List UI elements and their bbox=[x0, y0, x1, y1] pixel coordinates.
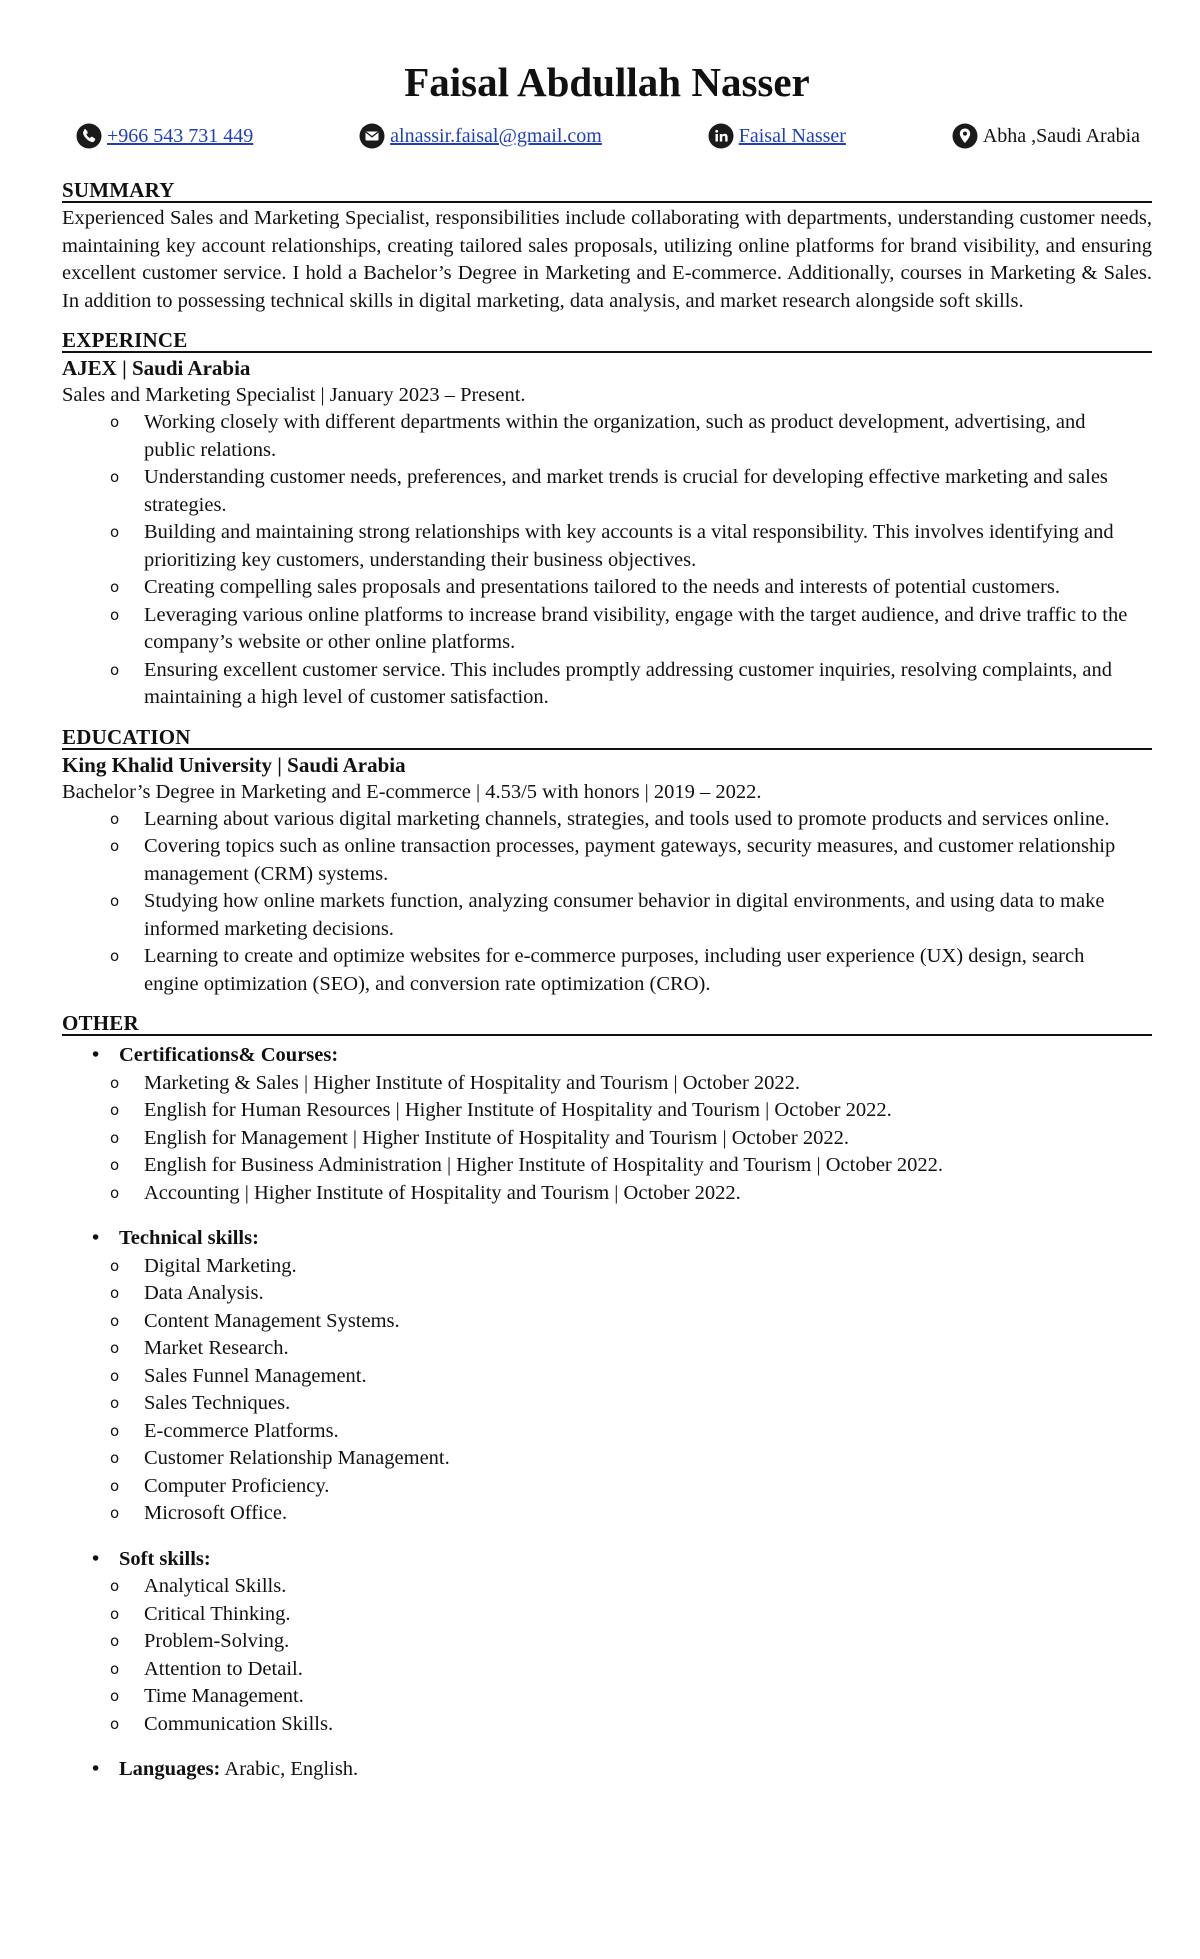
list-item: o Critical Thinking. bbox=[110, 1602, 291, 1625]
list-item: o Data Analysis. bbox=[110, 1282, 264, 1305]
list-item: o Analytical Skills. bbox=[110, 1575, 287, 1598]
phone-icon bbox=[76, 123, 102, 149]
list-item: o Marketing & Sales | Higher Institute of Hospitality and Tourism | October 2022. bbox=[110, 1071, 801, 1094]
linkedin-link[interactable]: Faisal Nasser bbox=[738, 124, 846, 147]
contact-phone bbox=[76, 123, 253, 149]
section-experience-header: EXPERINCE bbox=[62, 329, 1152, 353]
section-summary-header: SUMMARY bbox=[62, 179, 1152, 203]
certifications-group bbox=[62, 1042, 1152, 1207]
contact-bar bbox=[62, 123, 1152, 149]
soft-skills-title: • Soft skills: bbox=[92, 1547, 211, 1570]
list-item: o English for Human Resources | Higher Institute of Hospitality and Tourism | October 2022. bbox=[110, 1099, 892, 1122]
candidate-name: Faisal Abdullah Nasser bbox=[404, 59, 810, 105]
list-item: o Customer Relationship Management. bbox=[110, 1447, 450, 1470]
certifications-list bbox=[62, 1070, 1152, 1208]
languages-group bbox=[62, 1756, 1152, 1784]
phone-link[interactable]: +966 543 731 449 bbox=[107, 124, 254, 147]
list-item: o Market Research. bbox=[110, 1337, 289, 1360]
list-item: o Leveraging various online platforms to increase brand visibility, engage with the target audience, and drive traffic to the company’s website or other online platforms. bbox=[110, 603, 1128, 654]
list-item: o Understanding customer needs, preferences, and market trends is crucial for developing effective marketing and sales strategies. bbox=[110, 466, 1108, 516]
list-item: o Accounting | Higher Institute of Hospitality and Tourism | October 2022. bbox=[110, 1181, 741, 1204]
list-item: o Attention to Detail. bbox=[110, 1657, 303, 1680]
contact-email bbox=[359, 123, 602, 149]
email-link[interactable]: alnassir.faisal@gmail.com bbox=[390, 124, 602, 147]
mail-icon bbox=[359, 123, 385, 149]
experience-role: Sales and Marketing Specialist | January 2023 – Present. bbox=[62, 384, 526, 407]
list-item: o English for Management | Higher Institute of Hospitality and Tourism | October 2022. bbox=[110, 1126, 849, 1149]
experience-bullets bbox=[62, 409, 1152, 712]
education-bullets bbox=[62, 806, 1152, 999]
list-item: o Learning to create and optimize websites for e-commerce purposes, including user experience (UX) design, search engine optimization (SEO), and conversion rate optimization (CRO). bbox=[110, 945, 1085, 995]
education-degree: Bachelor’s Degree in Marketing and E-commerce | 4.53/5 with honors | 2019 – 2022. bbox=[62, 780, 762, 803]
resume-page bbox=[62, 60, 1152, 1784]
list-item: o Microsoft Office. bbox=[110, 1502, 288, 1525]
contact-location bbox=[952, 123, 1140, 149]
list-item: o Digital Marketing. bbox=[110, 1254, 297, 1277]
languages-line: • Languages: Arabic, English. bbox=[92, 1758, 359, 1781]
languages-value: Arabic, English. bbox=[220, 1758, 359, 1781]
list-item: o E-commerce Platforms. bbox=[110, 1419, 339, 1442]
list-item: o Creating compelling sales proposals and presentations tailored to the needs and interests of potential customers. bbox=[110, 576, 1061, 599]
technical-skills-title: • Technical skills: bbox=[92, 1227, 259, 1250]
technical-skills-group bbox=[62, 1225, 1152, 1528]
list-item: o Time Management. bbox=[110, 1685, 304, 1708]
list-item: o Learning about various digital marketing channels, strategies, and tools used to promote products and services online. bbox=[110, 807, 1110, 830]
list-item: o Building and maintaining strong relationships with key accounts is a vital responsibility. This involves identifying and prioritizing key customers, understanding their business objectives. bbox=[110, 521, 1114, 571]
education-school: King Khalid University | Saudi Arabia bbox=[62, 752, 406, 777]
contact-linkedin bbox=[708, 123, 846, 149]
list-item: o Communication Skills. bbox=[110, 1712, 334, 1735]
languages-title: Languages: bbox=[119, 1758, 221, 1781]
list-item: o Working closely with different departments within the organization, such as product development, advertising, and public relations. bbox=[110, 411, 1086, 461]
experience-company: AJEX | Saudi Arabia bbox=[62, 356, 251, 381]
soft-skills-group bbox=[62, 1546, 1152, 1739]
technical-skills-list bbox=[62, 1253, 1152, 1528]
list-item: o Covering topics such as online transaction processes, payment gateways, security measures, and customer relationship management (CRM) systems. bbox=[110, 835, 1116, 885]
list-item: o English for Business Administration | Higher Institute of Hospitality and Tourism | October 2022. bbox=[110, 1154, 943, 1177]
location-pin-icon bbox=[952, 123, 978, 149]
certifications-title: • Certifications& Courses: bbox=[92, 1044, 339, 1067]
summary-text: Experienced Sales and Marketing Specialist, responsibilities include collaborating with departments, understanding customer needs, maintaining key account relationships, creating tailored sales proposals, utilizing online platforms for brand visibility, and ensuring excellent customer service. I hold a Bachelor’s Degree in Marketing and E-commerce. Additionally, courses in Marketing & Sales. In addition to possessing technical skills in digital marketing, data analysis, and market research alongside soft skills. bbox=[62, 207, 1152, 312]
section-other-header: OTHER bbox=[62, 1012, 1152, 1036]
location-text: Abha ,Saudi Arabia bbox=[982, 124, 1140, 147]
linkedin-icon bbox=[708, 123, 734, 149]
list-item: o Ensuring excellent customer service. This includes promptly addressing customer inquiries, resolving complaints, and maintaining a high level of customer satisfaction. bbox=[110, 658, 1113, 709]
list-item: o Problem-Solving. bbox=[110, 1630, 290, 1653]
list-item: o Sales Techniques. bbox=[110, 1392, 291, 1415]
list-item: o Content Management Systems. bbox=[110, 1309, 400, 1332]
list-item: o Studying how online markets function, analyzing consumer behavior in digital environments, and using data to make informed marketing decisions. bbox=[110, 890, 1105, 940]
soft-skills-list bbox=[62, 1573, 1152, 1738]
section-education-header: EDUCATION bbox=[62, 726, 1152, 750]
list-item: o Sales Funnel Management. bbox=[110, 1364, 367, 1387]
list-item: o Computer Proficiency. bbox=[110, 1474, 330, 1497]
